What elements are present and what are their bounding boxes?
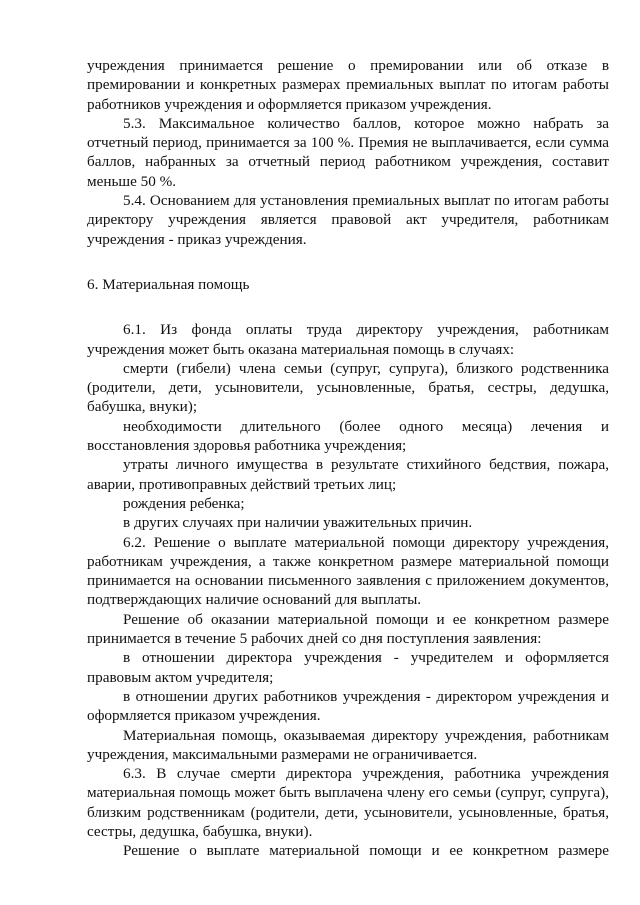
list-item-death: смерти (гибели) члена семьи (супруг, супруга), близкого родственника (родители, дети, усыновители, усыновленные, братья, сестры, дедушка, бабушка, внуки); — [87, 359, 609, 416]
paragraph-5-3: 5.3. Максимальное количество баллов, которое можно набрать за отчетный период, принимается за 100 %. Премия не выплачивается, если сумма баллов, набранных за отчетный период работником учреждения, составит меньше 50 %. — [87, 114, 609, 190]
paragraph-decision-final: Решение о выплате материальной помощи и ее конкретном размере — [123, 842, 609, 860]
paragraph-6-1: 6.1. Из фонда оплаты труда директору учреждения, работникам учреждения может быть оказана материальная помощь в случаях: — [87, 321, 609, 358]
section-heading: 6. Материальная помощь — [87, 275, 250, 293]
list-item-treatment: необходимости длительного (более одного месяца) лечения и восстановления здоровья работника учреждения; — [87, 417, 609, 455]
paragraph-6-3: 6.3. В случае смерти директора учреждения, работника учреждения материальная помощь может быть выплачена члену его семьи (супруг, супруга), близким родственникам (родители, дети, усыновители, усыновленные, братья, сестры, дедушка, бабушка, внуки). — [87, 765, 609, 840]
paragraph-decision-term: Решение об оказании материальной помощи и ее конкретном размере принимается в течение 5 рабочих дней со дня поступления заявления: — [87, 610, 609, 648]
list-item-other: в других случаях при наличии уважительных причин. — [123, 514, 473, 532]
list-item-property-loss: утраты личного имущества в результате стихийного бедствия, пожара, аварии, противоправных действий третьих лиц; — [87, 456, 609, 493]
paragraph-no-limit: Материальная помощь, оказываемая директору учреждения, работникам учреждения, максимальными размерами не ограничивается. — [87, 726, 609, 763]
paragraph-continuation: учреждения принимается решение о премировании или об отказе в премировании и конкретных размерах премиальных выплат по итогам работы работников учреждения и оформляется приказом учреждения. — [87, 57, 609, 113]
paragraph-director-case: в отношении директора учреждения - учредителем и оформляется правовым актом учредителя; — [87, 649, 609, 686]
paragraph-employees-case: в отношении других работников учреждения - директором учреждения и оформляется приказом учреждения. — [87, 687, 609, 725]
paragraph-6-2: 6.2. Решение о выплате материальной помощи директору учреждения, работникам учреждения, а также конкретном размере материальной помощи принимается на основании письменного заявления с приложением документов, подтверждающих наличие оснований для выплаты. — [87, 533, 609, 609]
paragraph-5-4: 5.4. Основанием для установления премиальных выплат по итогам работы директору учреждения является правовой акт учредителя, работникам учреждения - приказ учреждения. — [87, 192, 609, 248]
list-item-birth: рождения ребенка; — [123, 494, 245, 512]
document-page — [87, 56, 609, 861]
